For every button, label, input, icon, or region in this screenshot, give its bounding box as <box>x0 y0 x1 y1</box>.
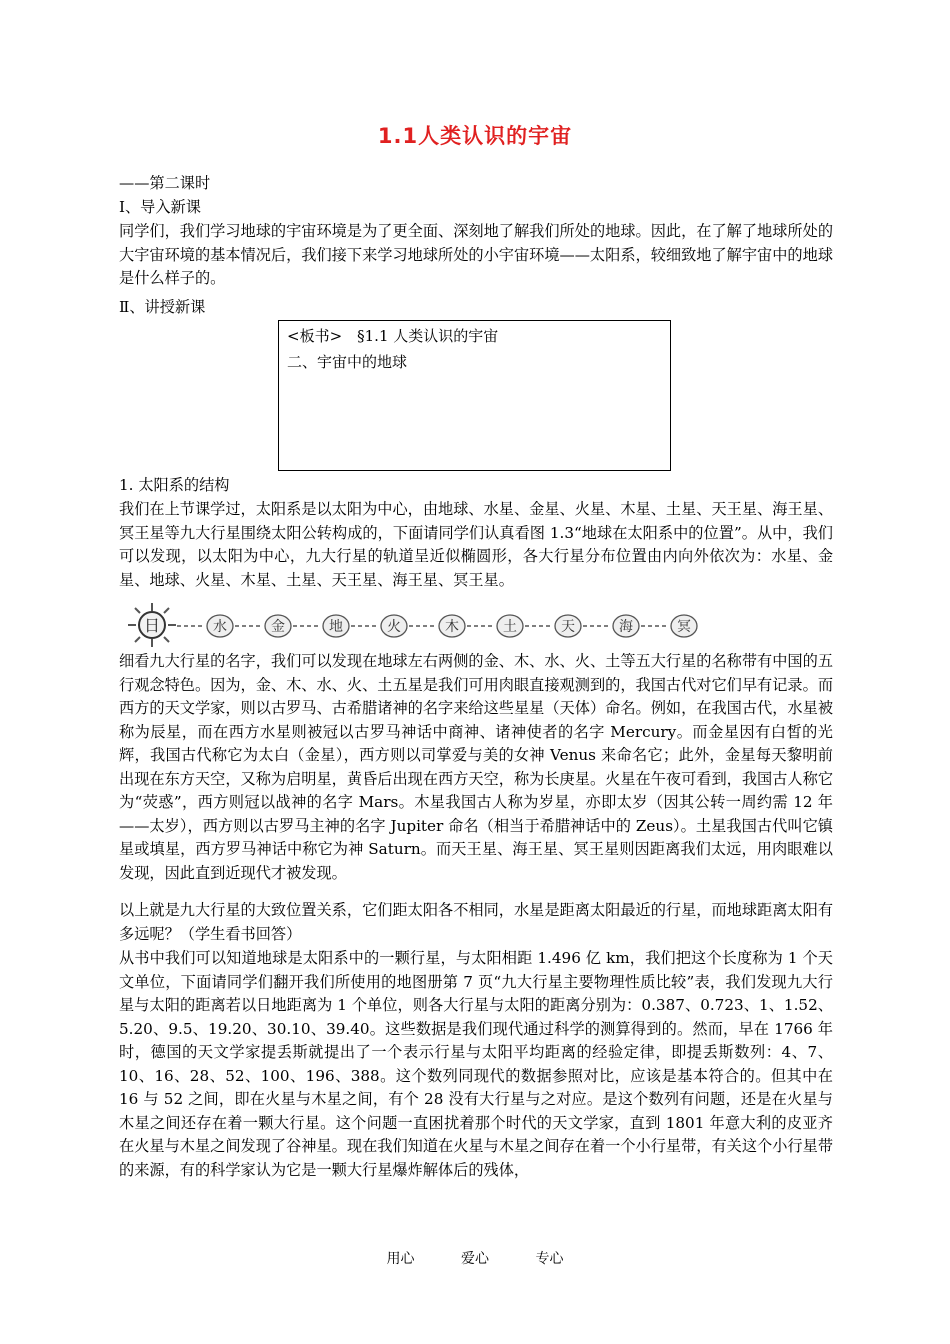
lesson-label: ——第二课时 <box>119 174 211 192</box>
planet-char-mars: 火 <box>387 619 401 635</box>
planet-char-sun: 日 <box>143 616 161 635</box>
planet-char-pluto: 冥 <box>677 619 691 635</box>
section-heading-new-lesson: Ⅱ、讲授新课 <box>119 298 206 316</box>
intro-paragraph: 同学们，我们学习地球的宇宙环境是为了更全面、深刻地了解我们所处的地球。因此，在了解了地球所处的大宇宙环境的基本情况后，我们接下来学习地球所处的小宇宙环境——太阳系，较细致地了解宇宙中的地球是什么样子的。 <box>119 222 833 287</box>
blackboard-box <box>278 320 671 471</box>
heading-solar-structure: 1. 太阳系的结构 <box>119 476 230 494</box>
section-heading-intro: Ⅰ、导入新课 <box>119 198 201 216</box>
planet-char-neptune: 海 <box>619 619 633 635</box>
planet-char-mercury: 水 <box>213 619 227 635</box>
paragraph-distance-question: 以上就是九大行星的大致位置关系，它们距太阳各不相同，水星是距离太阳最近的行星，而地球距离太阳有多远呢？（学生看书回答） <box>119 901 833 943</box>
planet-char-uranus: 天 <box>561 619 575 635</box>
planet-char-jupiter: 木 <box>445 619 459 635</box>
paragraph-solar-structure: 我们在上节课学过，太阳系是以太阳为中心，由地球、水星、金星、火星、木星、土星、天王星、海王星、冥王星等九大行星围绕太阳公转构成的，下面请同学们认真看图 1.3“地球在太阳系中的位置”。从中，我们可以发现，以太阳为中心，九大行星的轨道呈近似椭圆形，各大行星分布位置由内向外依次为：水星、金星、地球、火星、木星、土星、天王星、海王星、冥王星。 <box>119 500 833 589</box>
board-line-2: 二、宇宙中的地球 <box>287 353 408 371</box>
planet-char-saturn: 土 <box>503 619 517 635</box>
planet-char-venus: 金 <box>271 619 285 635</box>
planet-order-diagram <box>119 600 709 650</box>
page-footer <box>0 1248 950 1268</box>
footer-word-2: 爱心 <box>461 1251 489 1267</box>
paragraph-titius-bode: 从书中我们可以知道地球是太阳系中的一颗行星，与太阳相距 1.496 亿 km，我们把这个长度称为 1 个天文单位，下面请同学们翻开我们所使用的地图册第 7 页“九大行星主要物理性质比较”表，我们发现九大行星与太阳的距离若以日地距离为 1 个单位，则各大行星与太阳的距离分别为：0.387、0.723、1、1.52、5.20、9.5、19.20、30.10、39.40。这些数据是我们现代通过科学的测算得到的。然而，早在 1766 年时，德国的天文学家提丢斯就提出了一个表示行星与太阳平均距离的经验定律，即提丢斯数列：4、7、10、16、28、52、100、196、388。这个数列同现代的数据参照对比，应该是基本符合的。但其中在 16 与 52 之间，即在火星与木星之间，有个 28 没有大行星与之对应。是这个数列有问题，还是在火星与木星之间还存在着一颗大行星。这个问题一直困扰着那个时代的天文学家，直到 1801 年意大利的皮亚齐在火星与木星之间发现了谷神星。现在我们知道在火星与木星之间存在着一个小行星带，有关这个小行星带的来源，有的科学家认为它是一颗大行星爆炸解体后的残体， <box>119 949 833 1179</box>
footer-word-1: 用心 <box>386 1251 415 1267</box>
planet-char-earth: 地 <box>329 619 343 635</box>
board-line-1: <板书> §1.1 人类认识的宇宙 <box>287 327 499 345</box>
footer-word-3: 专心 <box>535 1251 564 1267</box>
page-title: 1.1人类认识的宇宙 <box>377 124 573 148</box>
paragraph-planet-names: 细看九大行星的名字，我们可以发现在地球左右两侧的金、木、水、火、土等五大行星的名称带有中国的五行观念特色。因为，金、木、水、火、土五星是我们可用肉眼直接观测到的，我国古代对它们早有记录。而西方的天文学家，则以古罗马、古希腊诸神的名字来给这些星星（天体）命名。例如，在我国古代，水星被称为辰星，而在西方水星则被冠以古罗马神话中商神、诸神使者的名字 Mercury。而金星因有白皙的光辉，我国古代称它为太白（金星），西方则以司掌爱与美的女神 Venus 来命名它；此外，金星每天黎明前出现在东方天空，又称为启明星，黄昏后出现在西方天空，称为长庚星。火星在午夜可看到，我国古人称它为“荧惑”，西方则冠以战神的名字 Mars。木星我国古人称为岁星，亦即太岁（因其公转一周约需 12 年——太岁），西方则以古罗马主神的名字 Jupiter 命名（相当于希腊神话中的 Zeus）。土星我国古代叫它镇星或填星，西方罗马神话中称它为神 Saturn。而天王星、海王星、冥王星则因距离我们太远，用肉眼难以发现，因此直到近现代才被发现。 <box>119 652 833 882</box>
